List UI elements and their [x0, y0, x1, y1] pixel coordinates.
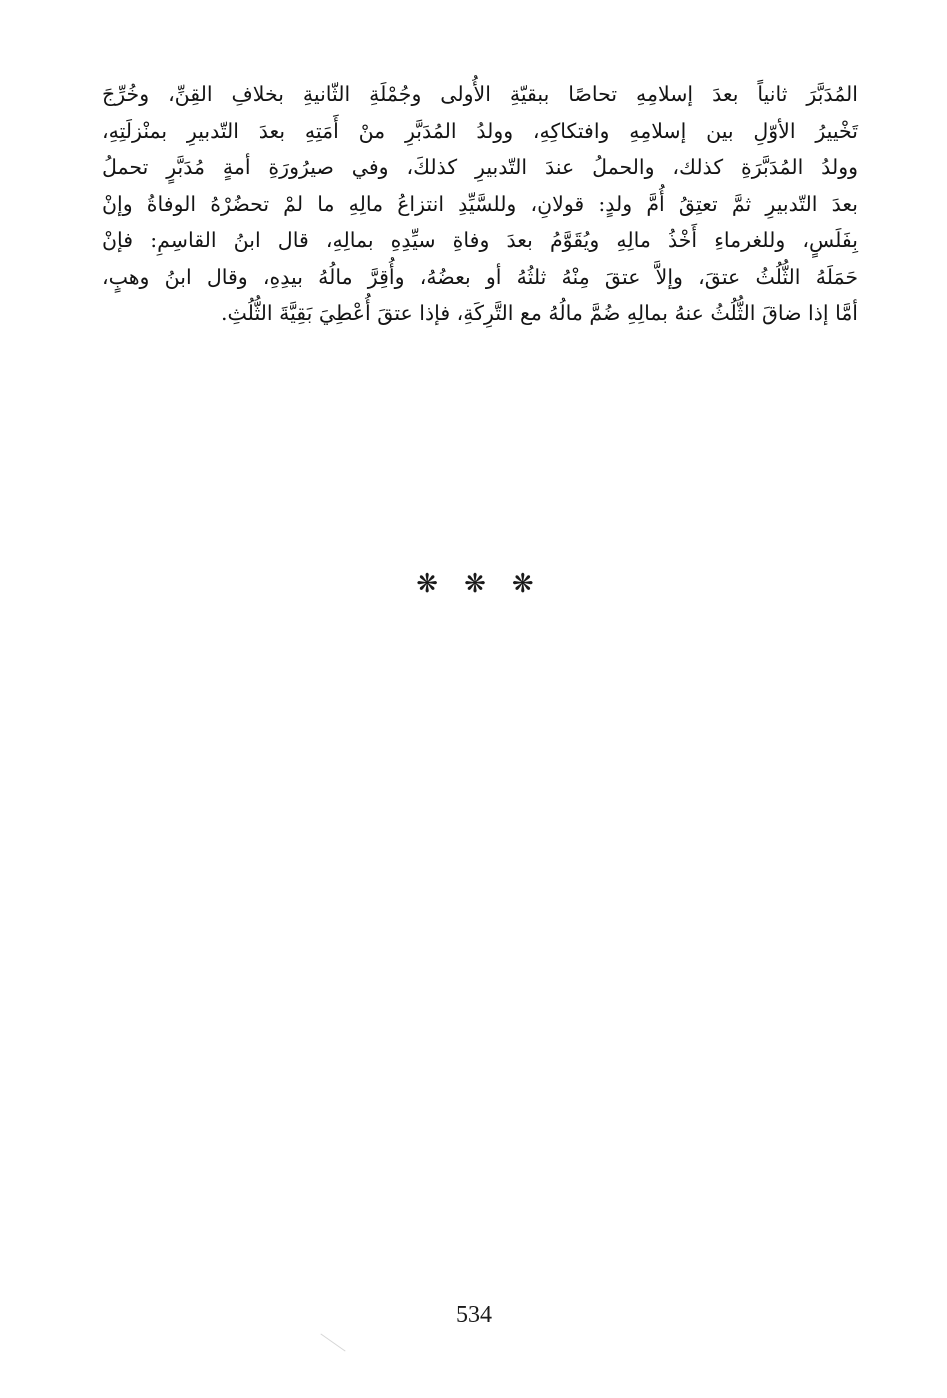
- text-line: تَخْييرُ الأوّلِ بين إسلامِهِ وافتكاكِهِ، وولدُ المُدَبَّرِ منْ أَمَتِهِ بعدَ التّدبيرِ بمنْزلَتِهِ،: [102, 118, 858, 143]
- text-line: بِفَلَسٍ، وللغرماءِ أَخْذُ مالِهِ ويُقَوَّمُ بعدَ وفاةِ سيِّدِهِ بمالِهِ، قال ابنُ القاسِمِ: فإنْ: [102, 228, 858, 252]
- text-line: أمَّا إذا ضاقَ الثُّلُثُ عنهُ بمالِهِ ضُمَّ مالُهُ مع التَّرِكَةِ، فإذا عتقَ أُعْطِيَ بَقِيَّةَ الثُّلُثِ.: [221, 301, 858, 325]
- text-line: بعدَ التّدبيرِ ثمَّ تعتِقُ أُمَّ ولدٍ: قولانِ، وللسَّيِّدِ انتزاعُ مالِهِ ما لمْ تحضُرْهُ الوفاةُ وإنْ: [102, 191, 858, 216]
- asterism-mark: ❋: [416, 569, 439, 599]
- scan-speck: [320, 1333, 345, 1351]
- text-line: المُدَبَّرَ ثانياً بعدَ إسلامِهِ تحاصًا ببقيّةِ الأُولى وجُمْلَةِ الثّانيةِ بخلافِ القِنِّ، وخُرِّجَ: [102, 82, 858, 106]
- asterism-mark: ❋: [511, 569, 534, 599]
- body-text: [102, 76, 858, 332]
- section-separator: [380, 566, 570, 602]
- text-line: حَمَلَهُ الثُّلُثُ عتقَ، وإلاَّ عتقَ مِنْهُ ثلثُهُ أو بعضُهُ، وأُقِرَّ مالُهُ بيدِهِ، وقال ابنُ وهبٍ،: [102, 264, 858, 289]
- asterism-mark: ❋: [464, 569, 486, 599]
- page-number: 534: [456, 1302, 492, 1328]
- text-line: وولدُ المُدَبَّرَةِ كذلك، والحملُ عندَ التّدبيرِ كذلكَ، وفي صيرُورَةِ أمةٍ مُدَبَّرٍ تحملُ: [102, 155, 858, 179]
